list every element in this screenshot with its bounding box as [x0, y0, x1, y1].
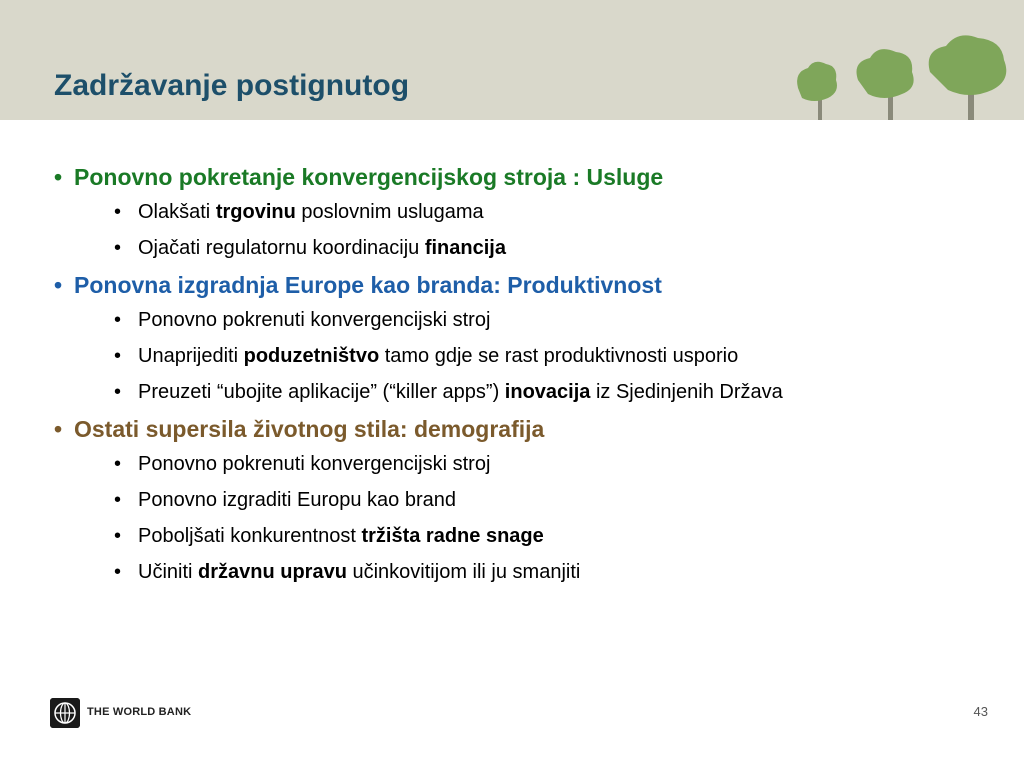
list-item: • Ponovno pokrenuti konvergencijski stroj	[114, 453, 491, 475]
europe-tree-icon-small	[797, 62, 837, 120]
list-item: • Ojačati regulatornu koordinaciju financija	[114, 237, 506, 259]
world-bank-logo-text: THE WORLD BANK	[87, 706, 192, 718]
europe-trees-graphic	[780, 28, 1020, 124]
list-item: • Ponovno izgraditi Europu kao brand	[114, 489, 456, 511]
page-number: 43	[973, 704, 988, 719]
list-item: • Ponovno pokrenuti konvergencijski stroj	[114, 309, 491, 331]
slide-content	[54, 160, 994, 594]
slide-title: Zadržavanje postignutog	[54, 69, 410, 102]
section-heading: • Ponovna izgradnja Europe kao branda: Produktivnost	[54, 272, 662, 298]
list-item: • Unaprijediti poduzetništvo tamo gdje se rast produktivnosti usporio	[114, 345, 739, 367]
list-item: • Poboljšati konkurentnost tržišta radne snage	[114, 525, 544, 547]
list-item: • Učiniti državnu upravu učinkovitijom ili ju smanjiti	[114, 561, 581, 583]
europe-tree-icon-large	[929, 35, 1007, 120]
list-item: • Olakšati trgovinu poslovnim uslugama	[114, 201, 484, 223]
section-heading: • Ostati supersila životnog stila: demografija	[54, 416, 545, 442]
section-heading: • Ponovno pokretanje konvergencijskog stroja : Usluge	[54, 164, 664, 190]
list-item: • Preuzeti “ubojite aplikacije” (“killer apps”) inovacija iz Sjedinjenih Država	[114, 381, 783, 403]
europe-tree-icon-medium	[857, 49, 914, 120]
world-bank-globe-icon	[50, 698, 80, 728]
